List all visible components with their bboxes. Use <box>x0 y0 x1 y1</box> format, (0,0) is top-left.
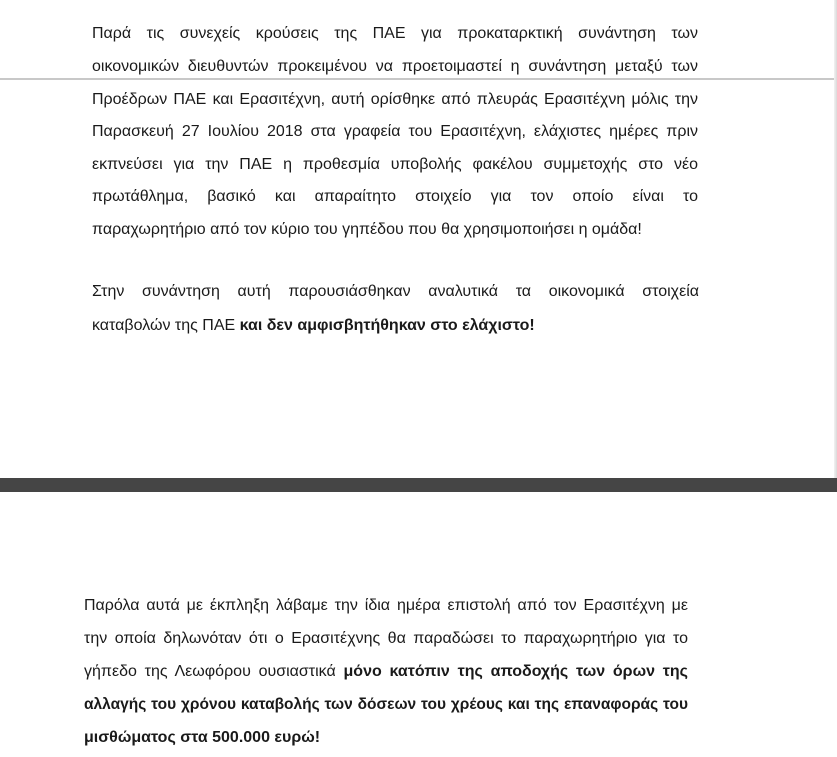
paragraph-3-line-4 <box>84 695 688 715</box>
paragraph-3-line-5-bold: μισθώματος στα 500.000 ευρώ! <box>84 729 321 746</box>
paragraph-1-line-3: Προέδρων ΠΑΕ και Ερασιτέχνη, αυτή ορίσθηκε από πλευράς Ερασιτέχνη μόλις την <box>92 91 698 108</box>
paragraph-1-line-5: εκπνεύσει για την ΠΑΕ η προθεσμία υποβολής φακέλου συμμετοχής στο νέο <box>92 156 698 173</box>
paragraph-1-line-4: Παρασκευή 27 Ιουλίου 2018 στα γραφεία του Ερασιτέχνη, ελάχιστες ημέρες πριν <box>92 123 698 140</box>
paragraph-1-line-2: οικονομικών διευθυντών προκειμένου να προετοιμαστεί η συνάντηση μεταξύ των <box>92 58 698 75</box>
page-break-divider <box>0 478 837 492</box>
paragraph-3-line-2: την οποία δηλωνόταν ότι ο Ερασιτέχνης θα παραδώσει το παραχωρητήριο για το <box>84 630 688 647</box>
paragraph-3-line-3-bold: μόνο κατόπιν της αποδοχής των όρων της <box>343 663 688 680</box>
paragraph-3-line-4-bold: αλλαγής του χρόνου καταβολής των δόσεων του χρέους και της επαναφοράς του <box>84 696 688 713</box>
paragraph-1-line-1: Παρά τις συνεχείς κρούσεις της ΠΑΕ για προκαταρκτική συνάντηση των <box>92 25 698 42</box>
paragraph-3-line-3-regular: γήπεδο της Λεωφόρου ουσιαστικά <box>84 663 344 680</box>
paragraph-2-line-2 <box>92 316 535 336</box>
paragraph-2-line-2-bold: και δεν αμφισβητήθηκαν στο ελάχιστο! <box>239 317 535 334</box>
paragraph-3-line-3 <box>84 662 688 682</box>
paragraph-3-line-5 <box>84 728 320 748</box>
scanned-page-bottom <box>0 492 837 757</box>
paragraph-2-line-2-regular: καταβολών της ΠΑΕ <box>92 317 240 334</box>
scan-fold-line <box>0 78 837 80</box>
paragraph-1-line-6: πρωτάθλημα, βασικό και απαραίτητο στοιχείο για τον οποίο είναι το <box>92 188 698 205</box>
paragraph-3-line-1: Παρόλα αυτά με έκπληξη λάβαμε την ίδια ημέρα επιστολή από τον Ερασιτέχνη με <box>84 597 688 614</box>
paragraph-2-line-1: Στην συνάντηση αυτή παρουσιάσθηκαν αναλυτικά τα οικονομικά στοιχεία <box>92 283 699 300</box>
paragraph-1-line-7: παραχωρητήριο από τον κύριο του γηπέδου που θα χρησιμοποιήσει η ομάδα! <box>92 221 642 238</box>
